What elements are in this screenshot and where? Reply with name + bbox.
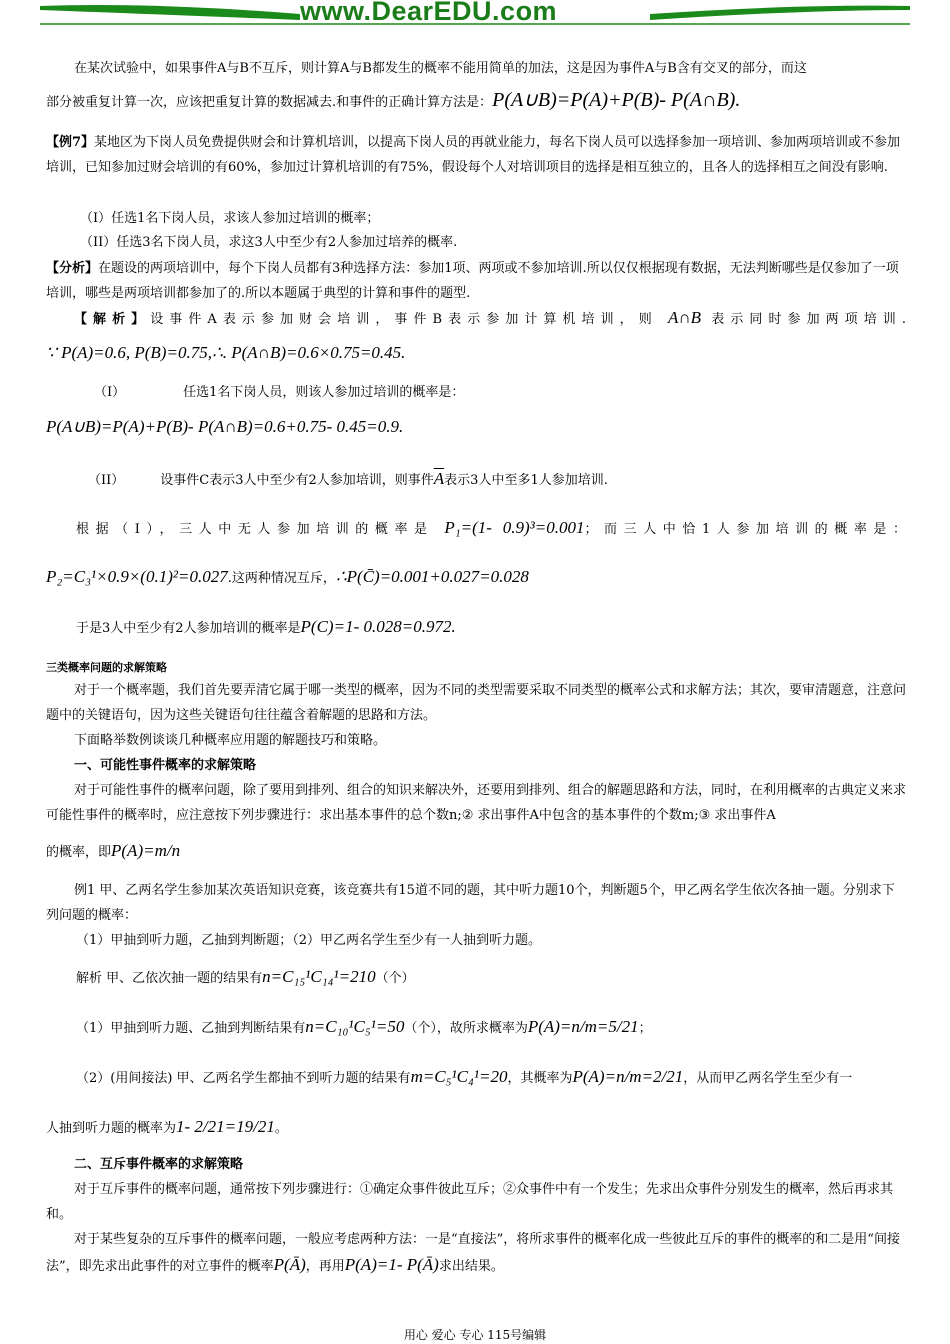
- example-1-part-2: （2）(用间接法) 甲、乙两名学生都抽不到听力题的结果有m=C₅¹C₄¹=20，其概率为P(A)=n/m=2/21，从而甲乙两名学生至少有一: [76, 1067, 853, 1086]
- section-heading-strategy: 三类概率问题的求解策略: [46, 661, 167, 674]
- site-logo-text: www.DearEDU.com: [300, 0, 558, 26]
- example-1-solution: 解析 甲、乙依次抽一题的结果有n=C₁₅¹C₁₄¹=210（个）: [76, 967, 415, 986]
- paragraph-1: 在某次试验中，如果事件A与B不互斥，则计算A与B都发生的概率不能用简单的加法，这是因为事件A与B含有交叉的部分，而这: [74, 61, 807, 76]
- analysis: 【分析】在题设的两项培训中，每个下岗人员都有3种选择方法：参加1项、两项或不参加培训.所以仅仅根据现有数据，无法判断哪些是仅参加了一项培训，哪些是两项培训都参加了的.所以本题属于典型的计算和事件的题型.: [46, 261, 899, 301]
- solution-probability-2: P₂=C₃¹×0.9×(0.1)²=0.027.这两种情况互斥，∴P(C̄)=0.001+0.027=0.028: [46, 567, 529, 586]
- example-1-part-2-end: 人抽到听力题的概率为1- 2/21=19/21。: [46, 1117, 288, 1136]
- formula-union: P(A∪B)=P(A)+P(B)- P(A∩B).: [492, 89, 741, 111]
- example-1-questions: （1）甲抽到听力题，乙抽到判断题；（2）甲乙两名学生至少有一人抽到听力题。: [76, 933, 542, 948]
- mutually-exclusive-paragraph-1: 对于互斥事件的概率问题，通常按下列步骤进行：①确定众事件彼此互斥；②众事件中有一个发生；先求出众事件分别发生的概率，然后再求其和。: [46, 1182, 894, 1222]
- solution-probability-1: 根据（I），三人中无人参加培训的概率是 P₁=(1- 0.9)³=0.001；而三人中恰1人参加培训的概率是：: [76, 518, 906, 537]
- example-1: 例1 甲、乙两名学生参加某次英语知识竞赛，该竞赛共有15道不同的题，其中听力题10个，判断题5个，甲乙两名学生依次各抽一题。分别求下列问题的概率：: [46, 883, 895, 923]
- solution-intro: 【解析】设事件A表示参加财会培训，事件B表示参加计算机培训，则 A∩B 表示同时参加两项培训.: [74, 308, 906, 327]
- page-footer: 用心 爱心 专心 115号编辑: [403, 1328, 547, 1342]
- question-2: （II）任选3名下岗人员，求这3人中至少有2人参加过培养的概率.: [80, 235, 458, 250]
- header-banner: [0, 0, 950, 30]
- solution-part-1: （I） 任选1名下岗人员，则该人参加过培训的概率是：: [94, 385, 465, 400]
- formula-given: ∵ P(A)=0.6, P(B)=0.75,∴. P(A∩B)=0.6×0.75=0.45.: [46, 343, 406, 362]
- possible-event-paragraph: 对于可能性事件的概率问题，除了要用到排列、组合的知识来解决外，还要用到排列、组合的解题思路和方法，同时，在利用概率的古典定义来求可能性事件的概率时，应注意按下列步骤进行：求出基本事件的总个数n;② 求出事件A中包含的基本事件的个数m;③ 求出事件A: [46, 783, 907, 823]
- paragraph-2: 部分被重复计算一次，应该把重复计算的数据减去.和事件的正确计算方法是：P(A∪B)=P(A)+P(B)- P(A∩B).: [46, 89, 741, 111]
- solution-part-2: （II） 设事件C表示3人中至少有2人参加培训，则事件$\overline{A}$表示3人中至多1人参加培训.: [88, 469, 608, 488]
- heading-mutually-exclusive: 二、互斥事件概率的求解策略: [74, 1157, 244, 1172]
- heading-possible-event: 一、可能性事件概率的求解策略: [74, 758, 257, 773]
- example-1-part-1: （1）甲抽到听力题、乙抽到判断结果有n=C₁₀¹C₅¹=50（个），故所求概率为P(A)=n/m=5/21；: [76, 1017, 652, 1036]
- possible-event-formula: 的概率，即P(A)=m/n: [46, 841, 181, 860]
- intro-paragraph-2: 下面略举数例谈谈几种概率应用题的解题技巧和策略。: [74, 733, 387, 748]
- solution-final: 于是3人中至少有2人参加培训的概率是P(C)=1- 0.028=0.972.: [76, 617, 456, 636]
- intro-paragraph: 对于一个概率题，我们首先要弄清它属于哪一类型的概率，因为不同的类型需要采取不同类型的概率公式和求解方法；其次，要审清题意，注意问题中的关键语句，因为这些关键语句往往蕴含着解题的思路和方法。: [46, 683, 907, 723]
- question-1: （I）任选1名下岗人员，求该人参加过培训的概率；: [80, 211, 380, 226]
- formula-part-1: P(A∪B)=P(A)+P(B)- P(A∩B)=0.6+0.75- 0.45=0.9.: [46, 417, 404, 436]
- mutually-exclusive-paragraph-2: 对于某些复杂的互斥事件的概率问题，一般应考虑两种方法：一是“直接法”，将所求事件的概率化成一些彼此互斥的事件的概率的和二是用“间接法”，即先求出此事件的对立事件的概率P(Ā)，再用P(A)=1- P(Ā)求出结果。: [46, 1232, 900, 1274]
- example-7: 【例7】某地区为下岗人员免费提供财会和计算机培训，以提高下岗人员的再就业能力，每名下岗人员可以选择参加一项培训、参加两项培训或不参加培训，已知参加过财会培训的有60%，参加过计算机培训的有75%，假设每个人对培训项目的选择是相互独立的，且各人的选择相互之间没有影响.: [46, 135, 901, 175]
